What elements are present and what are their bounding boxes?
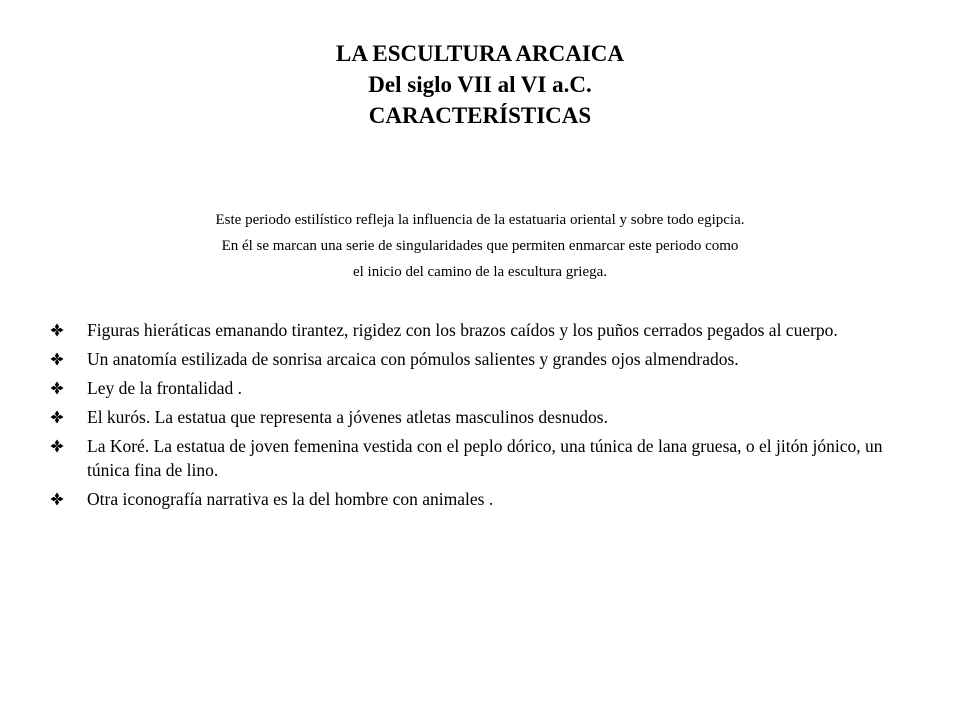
four-diamond-bullet-icon (50, 492, 64, 506)
four-diamond-bullet-icon (50, 410, 64, 424)
title-line-3: CARACTERÍSTICAS (368, 103, 592, 128)
list-item (50, 376, 900, 400)
list-item (50, 318, 900, 342)
list-item-text: Otra iconografía narrativa es la del hombre con animales . (87, 489, 494, 509)
slide-title (0, 38, 960, 131)
four-diamond-bullet-icon (50, 352, 64, 366)
list-item-text: Un anatomía estilizada de sonrisa arcaica con pómulos salientes y grandes ojos almendrados. (87, 349, 739, 369)
list-item (50, 347, 900, 371)
four-diamond-bullet-icon (50, 439, 64, 453)
list-item (50, 487, 900, 511)
four-diamond-bullet-icon (50, 323, 64, 337)
title-line-2: Del siglo VII al VI a.C. (368, 72, 592, 97)
characteristics-list (50, 318, 900, 516)
list-item-text: El kurós. La estatua que representa a jóvenes atletas masculinos desnudos. (87, 407, 608, 427)
list-item-text: Ley de la frontalidad . (87, 378, 243, 398)
list-item (50, 434, 900, 482)
title-line-1: LA ESCULTURA ARCAICA (335, 41, 624, 66)
intro-paragraph (60, 207, 900, 285)
intro-line-3: el inicio del camino de la escultura griega. (352, 264, 608, 280)
intro-line-2: En él se marcan una serie de singularidades que permiten enmarcar este periodo como (221, 238, 739, 254)
intro-line-1: Este periodo estilístico refleja la influencia de la estatuaria oriental y sobre todo egipcia. (215, 212, 745, 228)
four-diamond-bullet-icon (50, 381, 64, 395)
list-item-text: La Koré. La estatua de joven femenina vestida con el peplo dórico, una túnica de lana gruesa, o el jitón jónico, un túnica fina de lino. (87, 436, 883, 480)
list-item (50, 405, 900, 429)
list-item-text: Figuras hieráticas emanando tirantez, rigidez con los brazos caídos y los puños cerrados pegados al cuerpo. (87, 320, 838, 340)
